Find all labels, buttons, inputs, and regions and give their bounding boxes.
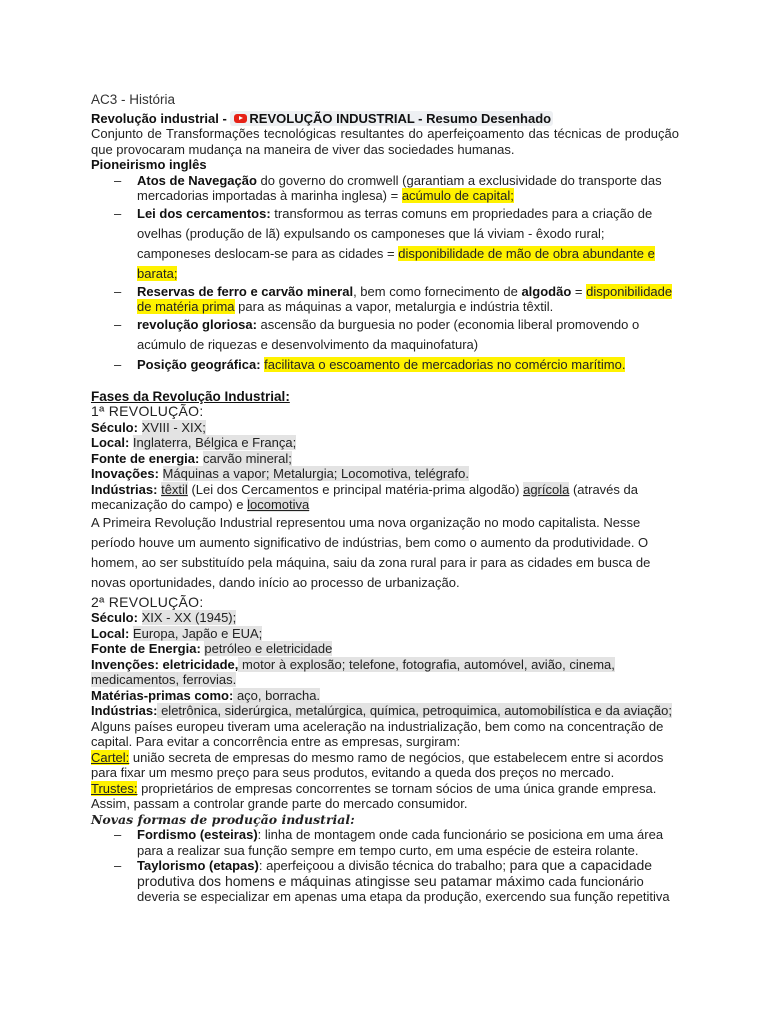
cartel-text: união secreta de empresas do mesmo ramo de negócios, que estabelecem entre si acordos para fixar um mesmo preço para seus produtos, evitando a queda dos preços no mercado. <box>91 749 664 780</box>
new-forms-heading: Novas formas de produção industrial: <box>91 811 355 827</box>
item-bold: Posição geográfica: <box>137 356 261 372</box>
industria-textil: têxtil <box>161 481 188 497</box>
seculo-value: XVIII - XIX; <box>141 419 206 435</box>
item-bold: Lei dos cercamentos: <box>137 205 271 221</box>
industria-agricola: agrícola <box>523 481 570 497</box>
first-fonte-row <box>91 451 679 467</box>
document-content <box>91 92 679 905</box>
fonte-value: carvão mineral; <box>202 450 292 466</box>
pioneer-heading: Pioneirismo inglês <box>91 157 207 172</box>
list-item <box>91 858 679 905</box>
youtube-icon <box>234 114 247 123</box>
second-industrias-row <box>91 703 679 719</box>
dash-bullet: – <box>114 205 122 221</box>
trustes-label: Trustes: <box>91 780 138 796</box>
list-item <box>91 284 679 315</box>
local-value: Europa, Japão e EUA; <box>132 625 263 641</box>
item-text: , bem como fornecimento de <box>353 283 522 299</box>
seculo-label: Século: <box>91 419 138 435</box>
fonte-label: Fonte de energia: <box>91 450 200 466</box>
item-bold: Taylorismo (etapas) <box>137 858 259 873</box>
list-item <box>91 204 679 284</box>
industria-locomotiva: locomotiva <box>247 497 310 512</box>
item-bold-2: algodão <box>521 283 572 299</box>
dash-bullet: – <box>114 858 122 873</box>
second-paragraph: Alguns países europeu tiveram uma aceleração na industrialização, bem como na concentração de capital. Para evitar a concorrência entre as empresas, surgiram: <box>91 718 664 749</box>
first-industrias-row <box>91 482 679 513</box>
dash-bullet: – <box>114 316 122 332</box>
inovacoes-label: Inovações: <box>91 466 159 481</box>
item-text: ascensão da burguesia no poder (economia liberal promovendo o acúmulo de riquezas e desenvolvimento da maquinofatura) <box>137 316 640 352</box>
local-label: Local: <box>91 435 130 450</box>
industrias-label: Indústrias: <box>91 703 158 718</box>
dash-bullet: – <box>114 172 122 188</box>
item-highlight: acúmulo de capital; <box>401 188 514 203</box>
cartel-row <box>91 750 679 781</box>
fonte-value: petróleo e eletricidade <box>204 641 333 656</box>
list-item <box>91 355 679 375</box>
industria-textil-note: (Lei dos Cercamentos e principal matéria-prima algodão) <box>187 481 524 497</box>
industria-agricola-note: (através da mecanização do campo) e <box>91 481 638 512</box>
item-text-2: cada funcionário deveria se especializar em apenas uma etapa da produção, exercendo sua função repetitiva <box>137 873 670 904</box>
second-seculo-row <box>91 610 679 626</box>
item-highlight: facilitava o escoamento de mercadorias no comércio marítimo. <box>264 356 626 372</box>
video-link-text[interactable]: REVOLUÇÃO INDUSTRIAL - Resumo Desenhado <box>249 110 552 126</box>
item-text-2: = <box>571 283 587 299</box>
fonte-label: Fonte de Energia: <box>91 641 201 656</box>
second-revolution-heading: 2ª REVOLUÇÃO: <box>91 593 204 610</box>
cartel-label: Cartel: <box>91 749 130 765</box>
trustes-text: proprietários de empresas concorrentes se tornam sócios de uma única grande empresa. Assim, passam a controlar grande parte do mercado consumidor. <box>91 780 657 811</box>
second-materias-row <box>91 688 679 704</box>
second-fonte-row <box>91 641 679 657</box>
forms-list <box>91 827 679 905</box>
materias-value: aço, borracha. <box>233 687 321 703</box>
dash-bullet: – <box>114 827 122 842</box>
inovacoes-value: Máquinas a vapor; Metalurgia; Locomotiva, telégrafo. <box>162 466 469 481</box>
list-item <box>91 173 679 204</box>
industrias-value: eletrônica, siderúrgica, metalúrgica, química, petroquimica, automobilística e da aviação; <box>157 703 672 718</box>
document-title: AC3 - História <box>91 92 176 107</box>
first-local-row <box>91 435 679 451</box>
dash-bullet: – <box>114 283 122 299</box>
pioneer-list <box>91 173 679 375</box>
second-local-row <box>91 626 679 642</box>
item-text: transformou as terras comuns em propriedades para a criação de ovelhas (produção de lã) expulsando os camponeses que lá viviam - êxodo rural; camponeses deslocam-se para as cidades = <box>137 205 653 261</box>
seculo-label: Século: <box>91 610 138 625</box>
first-paragraph: A Primeira Revolução Industrial representou uma nova organização no modo capitalista. Nesse período houve um aumento significativo de indústrias, bem como o aumento da produtividade. O homem, ao ser substituído pela máquina, saiu da zona rural para ir para as cidades em busca de novas oportunidades, dando início ao processo de urbanização. <box>91 514 651 590</box>
local-value: Inglaterra, Bélgica e França; <box>132 435 297 450</box>
item-text: : aperfeiçoou a divisão técnica do trabalho; <box>258 858 510 873</box>
invencoes-value: motor à explosão; telefone, fotografia, automóvel, avião, cinema, medicamentos, ferrovias. <box>91 656 615 687</box>
item-text-3: para as máquinas a vapor, metalurgia e indústria têxtil. <box>234 299 554 314</box>
item-bold: Fordismo (esteiras) <box>137 827 258 842</box>
list-item <box>91 827 679 858</box>
header-line <box>91 111 679 127</box>
industrias-label: Indústrias: <box>91 481 158 497</box>
first-seculo-row <box>91 420 679 436</box>
invencoes-label: Invenções: eletricidade, <box>91 656 239 672</box>
dash-bullet: – <box>114 356 122 372</box>
trustes-row <box>91 781 679 812</box>
item-bold: Reservas de ferro e carvão mineral <box>137 283 354 299</box>
list-item <box>91 315 679 355</box>
item-text-large: para que a capacidade produtiva dos homens e máquinas atingisse seu patamar máximo <box>137 857 653 889</box>
second-invencoes-row <box>91 657 679 688</box>
video-link[interactable] <box>230 111 553 126</box>
first-inovacoes-row <box>91 466 679 482</box>
phases-heading: Fases da Revolução Industrial: <box>91 388 290 404</box>
header-prefix: Revolução industrial - <box>91 110 231 126</box>
first-revolution-heading: 1ª REVOLUÇÃO: <box>91 403 204 419</box>
item-highlight: disponibilidade de matéria prima <box>137 283 673 314</box>
item-bold: revolução gloriosa: <box>137 316 257 332</box>
item-text: do governo do cromwell (garantiam a exclusividade do transporte das mercadorias importadas à marinha inglesa) = <box>137 172 662 203</box>
seculo-value: XIX - XX (1945); <box>141 610 237 625</box>
item-text: : linha de montagem onde cada funcionário se posiciona em uma área para a realizar sua função sempre em tempo curto, em uma espécie de esteira rolante. <box>137 827 664 858</box>
item-bold: Atos de Navegação <box>137 172 257 188</box>
local-label: Local: <box>91 625 130 641</box>
intro-paragraph: Conjunto de Transformações tecnológicas resultantes do aperfeiçoamento das técnicas de produção que provocaram mudança na maneira de viver das sociedades humanas. <box>91 126 679 157</box>
materias-label: Matérias-primas como: <box>91 687 234 703</box>
item-highlight: disponibilidade de mão de obra abundante e barata; <box>137 245 655 281</box>
